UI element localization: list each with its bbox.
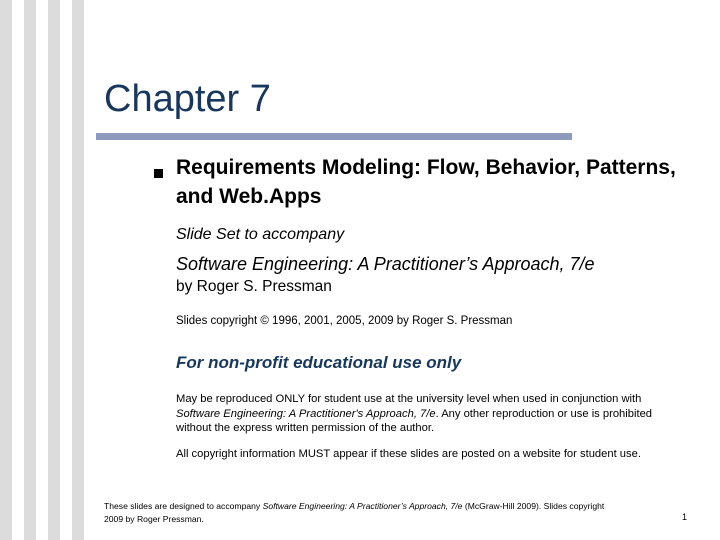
page-number: 1 bbox=[682, 512, 688, 522]
footer-text-b: (McGraw-Hill 2009). Slides copyright 2009 by Roger Pressman. bbox=[104, 501, 605, 524]
repro-book: Software Engineering: A Practitioner's Approach, 7/e bbox=[176, 407, 436, 420]
square-bullet-icon bbox=[154, 169, 163, 178]
bullet-text: Requirements Modeling: Flow, Behavior, Patterns, and Web.Apps bbox=[176, 156, 676, 208]
repro-text-a: May be reproduced ONLY for student use at the university level when used in conjunction with bbox=[176, 393, 642, 405]
slide-set-text: Slide Set to accompany bbox=[176, 226, 345, 243]
repro-text-b: . Any other reproduction or use is prohibited without the express written permission of the author. bbox=[176, 407, 653, 434]
nonprofit-notice: For non-profit educational use only bbox=[176, 353, 462, 372]
book-title: Software Engineering: A Practitioner’s Approach, 7/e bbox=[176, 254, 595, 274]
copyright-info: All copyright information MUST appear if these slides are posted on a website for student use. bbox=[176, 448, 641, 460]
slide-title: Chapter 7 bbox=[104, 78, 271, 120]
author-text: by Roger S. Pressman bbox=[176, 278, 332, 295]
footer-text bbox=[104, 500, 624, 525]
footer-text-a: These slides are designed to accompany bbox=[104, 501, 263, 511]
title-underline bbox=[96, 133, 572, 140]
footer-book: Software Engineering: A Practitioner’s Approach, 7/e bbox=[262, 501, 463, 511]
reproduction-notice bbox=[176, 392, 676, 436]
copyright-text: Slides copyright © 1996, 2001, 2005, 2009 by Roger S. Pressman bbox=[176, 315, 513, 327]
